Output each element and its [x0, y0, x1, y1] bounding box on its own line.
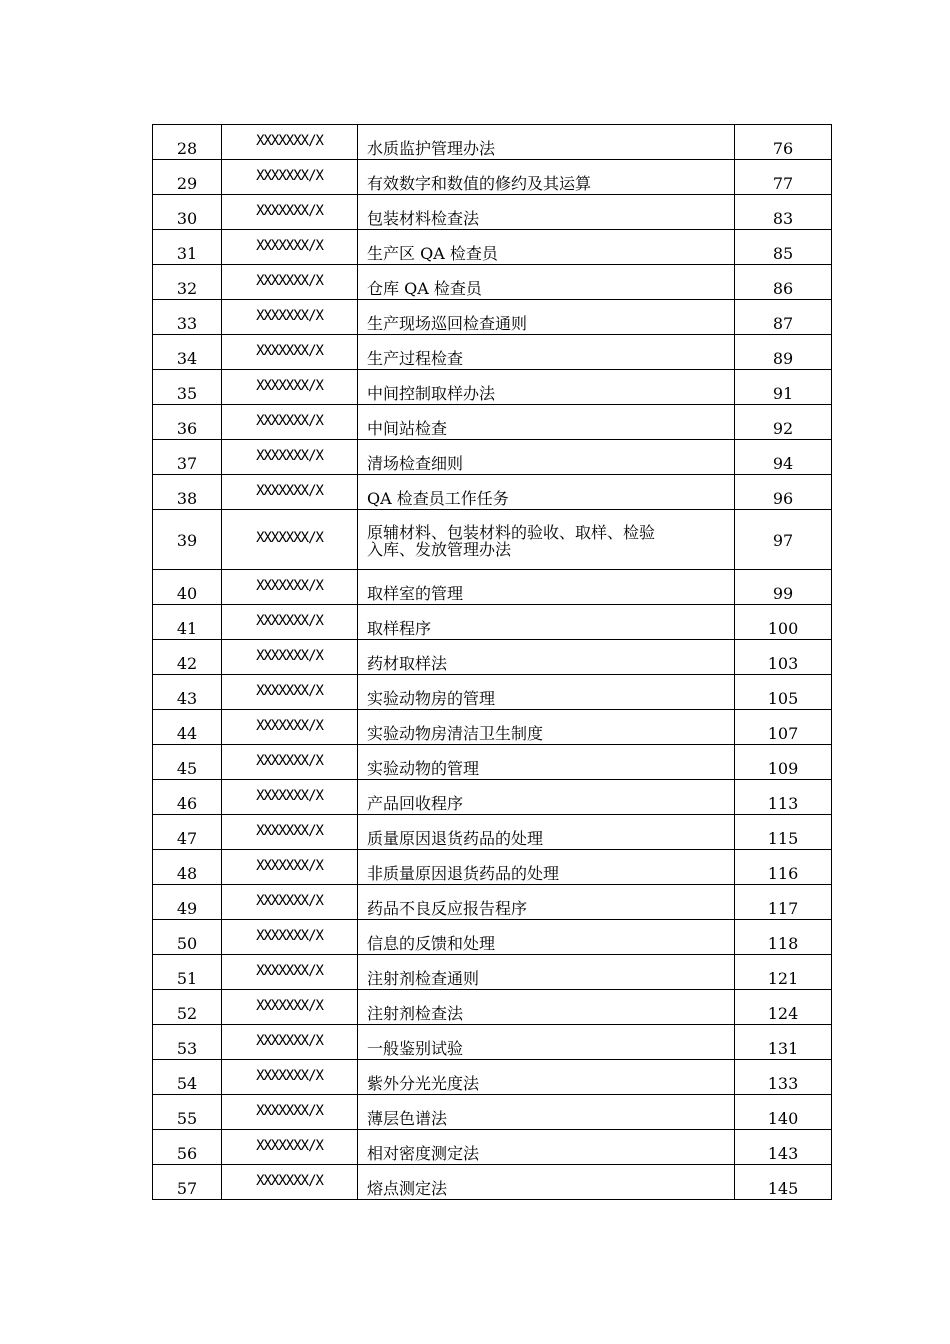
table-row: [153, 780, 832, 815]
page-number: 109: [735, 745, 832, 780]
document-title: QA 检查员工作任务: [358, 475, 735, 510]
table-row: [153, 300, 832, 335]
table-row: [153, 885, 832, 920]
table-row: [153, 920, 832, 955]
row-number: 30: [153, 195, 222, 230]
document-title: 熔点测定法: [358, 1165, 735, 1200]
page-number: 91: [735, 370, 832, 405]
row-number: 44: [153, 710, 222, 745]
document-code: XXXXXXX/X: [222, 640, 358, 675]
table-row: [153, 710, 832, 745]
table-row: [153, 160, 832, 195]
document-title-line: 入库、发放管理办法: [367, 539, 512, 559]
document-title: 水质监护管理办法: [358, 125, 735, 160]
document-title: 信息的反馈和处理: [358, 920, 735, 955]
page-number: 133: [735, 1060, 832, 1095]
document-title: 注射剂检查法: [358, 990, 735, 1025]
row-number: 41: [153, 605, 222, 640]
document-title: 仓库 QA 检查员: [358, 265, 735, 300]
page-number: 143: [735, 1130, 832, 1165]
document-title: 非质量原因退货药品的处理: [358, 850, 735, 885]
document-title: 质量原因退货药品的处理: [358, 815, 735, 850]
page-number: 131: [735, 1025, 832, 1060]
document-code: XXXXXXX/X: [222, 1025, 358, 1060]
page-number: 107: [735, 710, 832, 745]
document-code: XXXXXXX/X: [222, 405, 358, 440]
table-row: [153, 675, 832, 710]
document-title: 药材取样法: [358, 640, 735, 675]
document-code: XXXXXXX/X: [222, 300, 358, 335]
row-number: 37: [153, 440, 222, 475]
document-code: XXXXXXX/X: [222, 125, 358, 160]
page-number: 96: [735, 475, 832, 510]
page-number: 118: [735, 920, 832, 955]
document-title: 中间控制取样办法: [358, 370, 735, 405]
row-number: 34: [153, 335, 222, 370]
table-row: [153, 1130, 832, 1165]
document-title: 注射剂检查通则: [358, 955, 735, 990]
page-number: 113: [735, 780, 832, 815]
document-code: XXXXXXX/X: [222, 440, 358, 475]
table-row: [153, 440, 832, 475]
table-row: [153, 570, 832, 605]
row-number: 36: [153, 405, 222, 440]
row-number: 53: [153, 1025, 222, 1060]
document-code: XXXXXXX/X: [222, 1060, 358, 1095]
toc-body: [153, 125, 832, 1200]
document-code: XXXXXXX/X: [222, 1095, 358, 1130]
page-number: 85: [735, 230, 832, 265]
document-title: 取样程序: [358, 605, 735, 640]
document-code: XXXXXXX/X: [222, 990, 358, 1025]
document-title: 紫外分光光度法: [358, 1060, 735, 1095]
table-row: [153, 605, 832, 640]
page-number: 115: [735, 815, 832, 850]
document-code: XXXXXXX/X: [222, 510, 358, 570]
document-code: XXXXXXX/X: [222, 850, 358, 885]
row-number: 56: [153, 1130, 222, 1165]
row-number: 40: [153, 570, 222, 605]
document-title: 取样室的管理: [358, 570, 735, 605]
table-row: [153, 265, 832, 300]
page-number: 97: [735, 510, 832, 570]
document-code: XXXXXXX/X: [222, 265, 358, 300]
document-code: XXXXXXX/X: [222, 1165, 358, 1200]
table-row: [153, 1165, 832, 1200]
page-number: 92: [735, 405, 832, 440]
document-title: 相对密度测定法: [358, 1130, 735, 1165]
table-row: [153, 195, 832, 230]
row-number: 31: [153, 230, 222, 265]
document-title: 生产现场巡回检查通则: [358, 300, 735, 335]
page-number: 116: [735, 850, 832, 885]
document-title: 一般鉴别试验: [358, 1025, 735, 1060]
table-row: [153, 850, 832, 885]
row-number: 46: [153, 780, 222, 815]
document-title: 产品回收程序: [358, 780, 735, 815]
page-number: 145: [735, 1165, 832, 1200]
document-title: 生产过程检查: [358, 335, 735, 370]
page-number: 86: [735, 265, 832, 300]
table-row: [153, 510, 832, 570]
document-title: 生产区 QA 检查员: [358, 230, 735, 265]
document-code: XXXXXXX/X: [222, 675, 358, 710]
table-row: [153, 125, 832, 160]
document-code: XXXXXXX/X: [222, 335, 358, 370]
page-number: 87: [735, 300, 832, 335]
document-code: XXXXXXX/X: [222, 815, 358, 850]
row-number: 50: [153, 920, 222, 955]
page-number: 94: [735, 440, 832, 475]
document-code: XXXXXXX/X: [222, 160, 358, 195]
page-number: 121: [735, 955, 832, 990]
page-number: 100: [735, 605, 832, 640]
table-row: [153, 405, 832, 440]
page-number: 124: [735, 990, 832, 1025]
row-number: 43: [153, 675, 222, 710]
document-code: XXXXXXX/X: [222, 605, 358, 640]
table-row: [153, 1095, 832, 1130]
document-code: XXXXXXX/X: [222, 1130, 358, 1165]
table-row: [153, 815, 832, 850]
row-number: 29: [153, 160, 222, 195]
row-number: 28: [153, 125, 222, 160]
row-number: 49: [153, 885, 222, 920]
row-number: 32: [153, 265, 222, 300]
row-number: 51: [153, 955, 222, 990]
page-number: 83: [735, 195, 832, 230]
toc-table: [152, 124, 832, 1200]
table-row: [153, 745, 832, 780]
document-code: XXXXXXX/X: [222, 230, 358, 265]
document-title: 清场检查细则: [358, 440, 735, 475]
document-code: XXXXXXX/X: [222, 745, 358, 780]
table-row: [153, 990, 832, 1025]
row-number: 55: [153, 1095, 222, 1130]
page-number: 77: [735, 160, 832, 195]
document-title: 薄层色谱法: [358, 1095, 735, 1130]
table-row: [153, 370, 832, 405]
row-number: 38: [153, 475, 222, 510]
document-code: XXXXXXX/X: [222, 370, 358, 405]
document-code: XXXXXXX/X: [222, 885, 358, 920]
page-number: 76: [735, 125, 832, 160]
document-title: 有效数字和数值的修约及其运算: [358, 160, 735, 195]
row-number: 35: [153, 370, 222, 405]
table-row: [153, 230, 832, 265]
table-row: [153, 955, 832, 990]
row-number: 45: [153, 745, 222, 780]
row-number: 52: [153, 990, 222, 1025]
document-title-line: 原辅材料、包装材料的验收、取样、检验: [367, 522, 656, 542]
document-title: 实验动物房的管理: [358, 675, 735, 710]
document-code: XXXXXXX/X: [222, 955, 358, 990]
table-row: [153, 1025, 832, 1060]
document-code: XXXXXXX/X: [222, 920, 358, 955]
table-row: [153, 640, 832, 675]
document-code: XXXXXXX/X: [222, 195, 358, 230]
document-code: XXXXXXX/X: [222, 710, 358, 745]
page-number: 105: [735, 675, 832, 710]
page-number: 140: [735, 1095, 832, 1130]
document-code: XXXXXXX/X: [222, 475, 358, 510]
document-title: [358, 510, 735, 570]
document-title: 包装材料检查法: [358, 195, 735, 230]
row-number: 57: [153, 1165, 222, 1200]
document-code: XXXXXXX/X: [222, 780, 358, 815]
document-title: 药品不良反应报告程序: [358, 885, 735, 920]
table-row: [153, 1060, 832, 1095]
row-number: 47: [153, 815, 222, 850]
row-number: 39: [153, 510, 222, 570]
table-row: [153, 335, 832, 370]
document-code: XXXXXXX/X: [222, 570, 358, 605]
row-number: 33: [153, 300, 222, 335]
page-number: 103: [735, 640, 832, 675]
page-number: 89: [735, 335, 832, 370]
document-title: 实验动物房清洁卫生制度: [358, 710, 735, 745]
page-number: 117: [735, 885, 832, 920]
table-row: [153, 475, 832, 510]
document-title: 中间站检查: [358, 405, 735, 440]
row-number: 54: [153, 1060, 222, 1095]
row-number: 48: [153, 850, 222, 885]
row-number: 42: [153, 640, 222, 675]
document-title: 实验动物的管理: [358, 745, 735, 780]
page-number: 99: [735, 570, 832, 605]
